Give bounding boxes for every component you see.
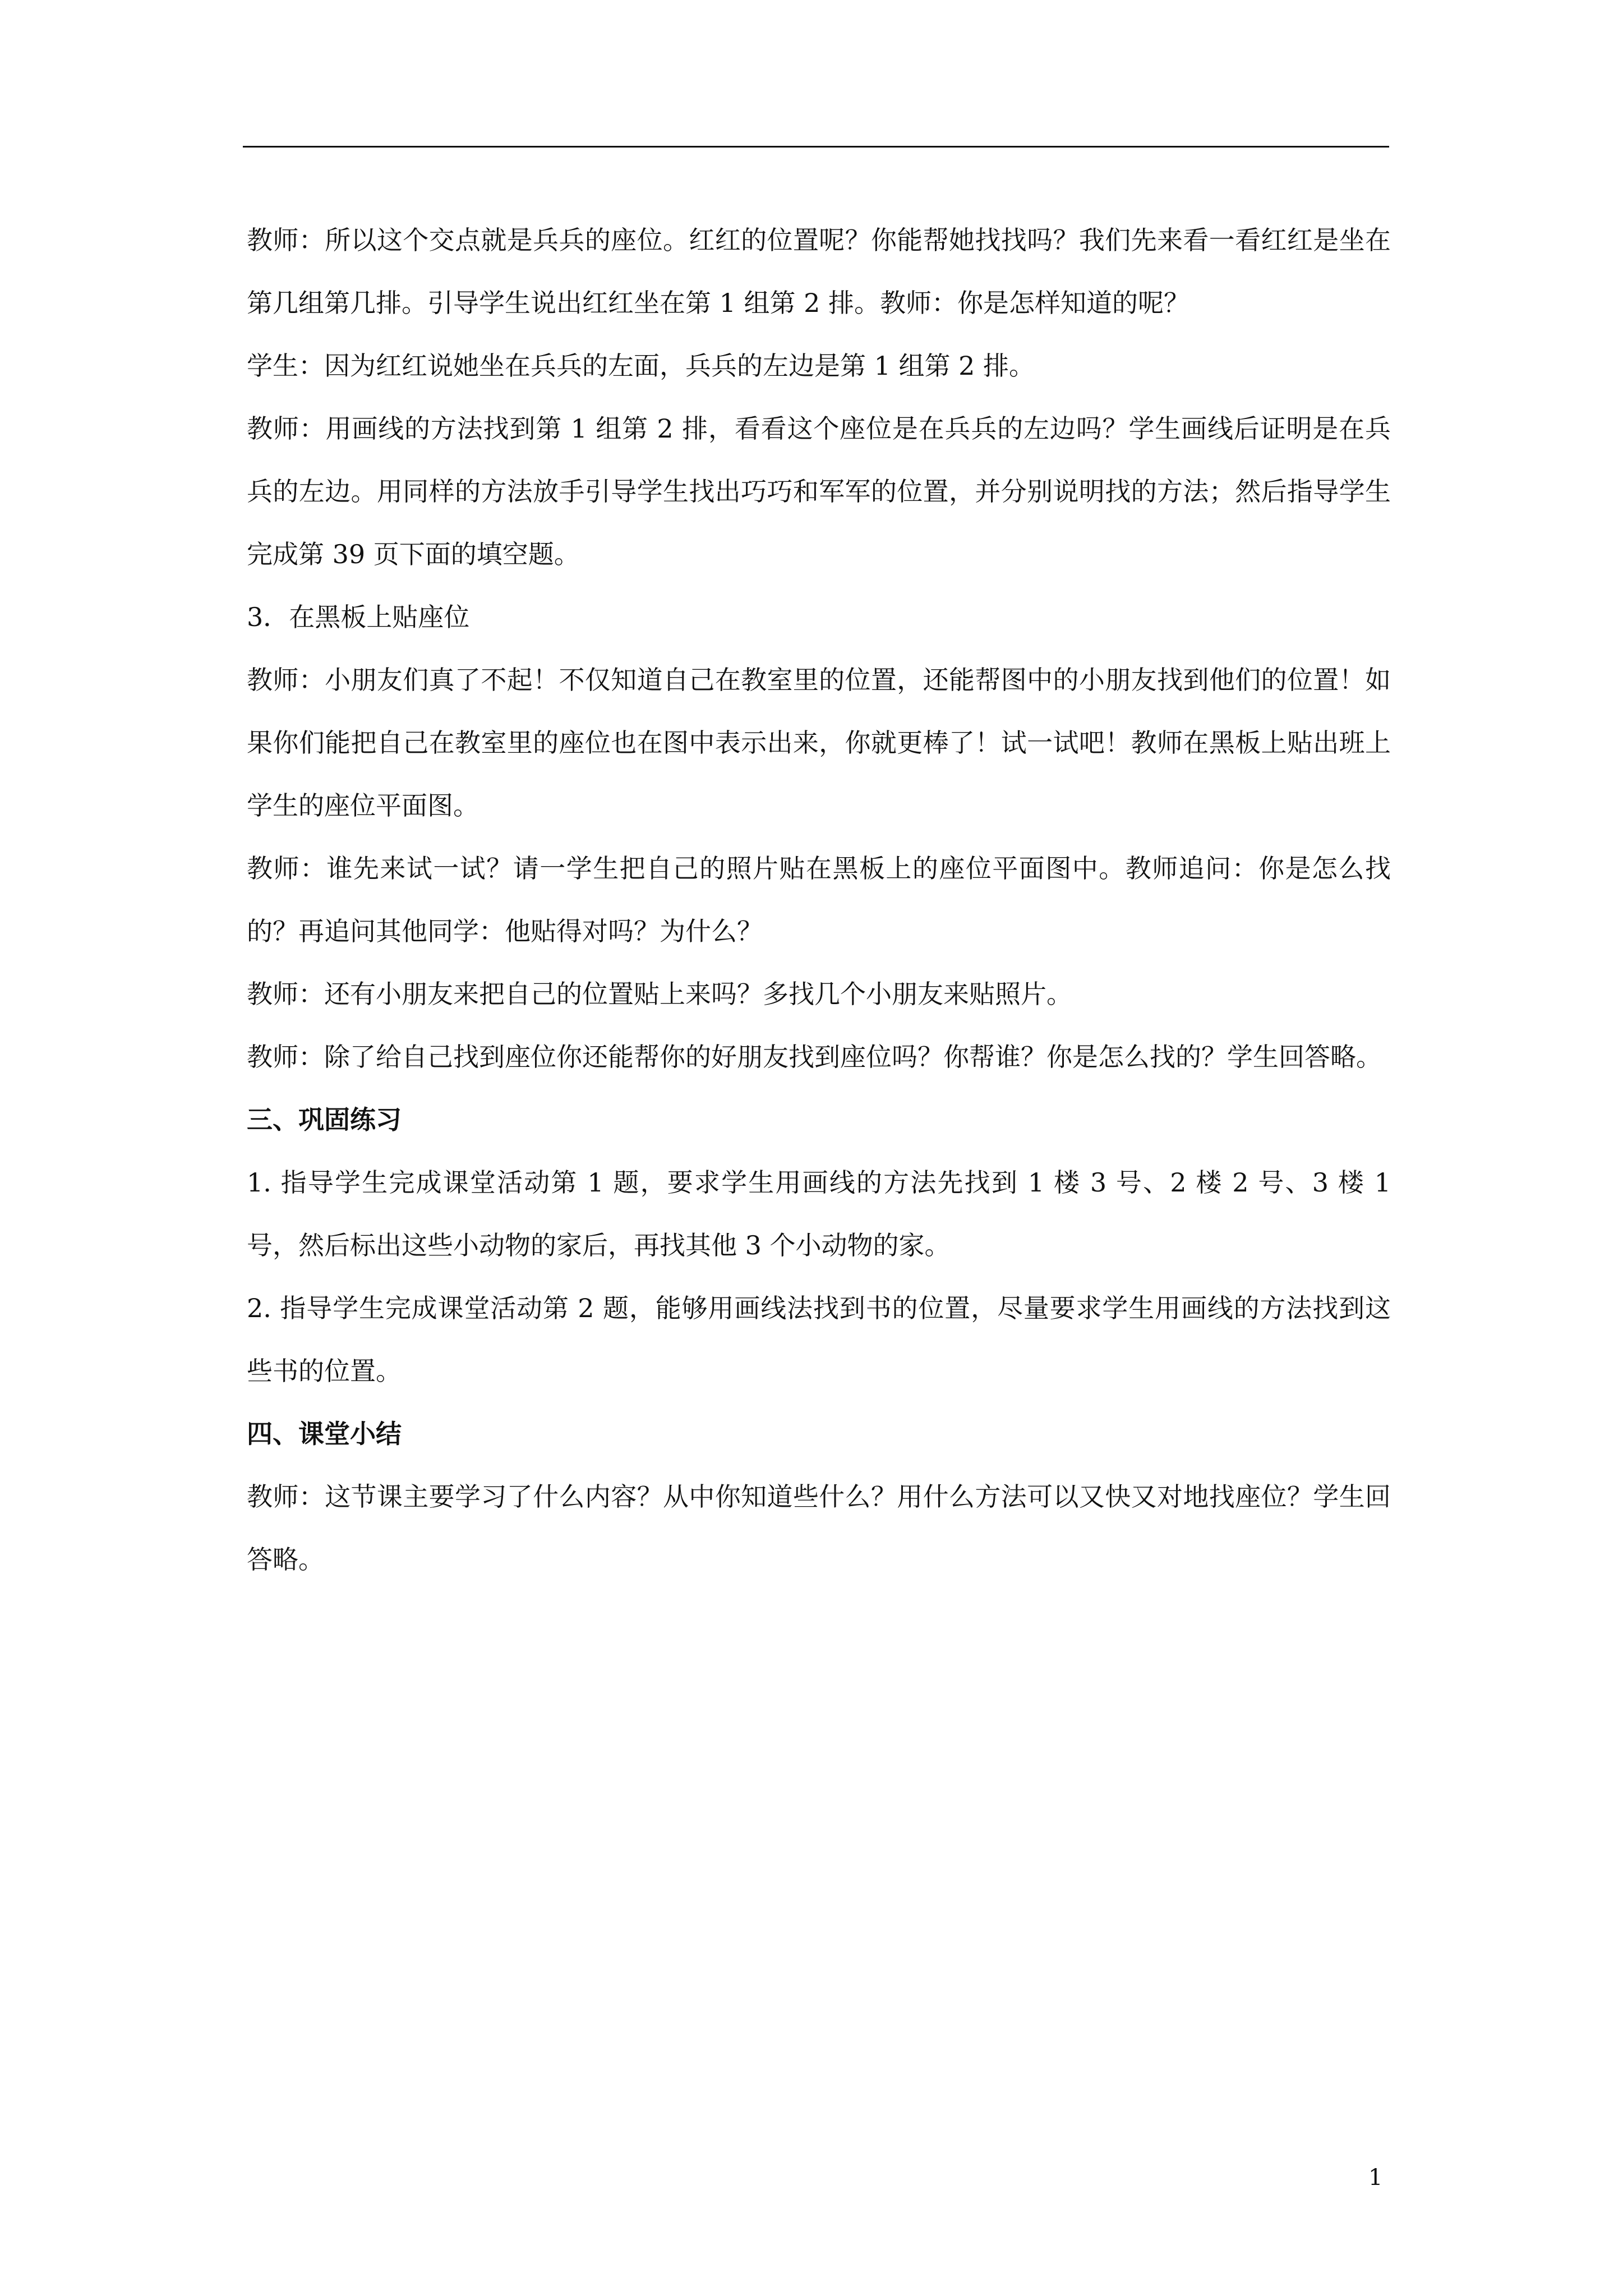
paragraph-teacher-intersection: 教师：所以这个交点就是兵兵的座位。红红的位置呢？你能帮她找找吗？我们先来看一看红红是坐在第几组第几排。引导学生说出红红坐在第 1 组第 2 排。教师：你是怎样知道的呢？ (247, 225, 1391, 318)
paragraph-activity-1: 1. 指导学生完成课堂活动第 1 题，要求学生用画线的方法先找到 1 楼 3 号、2 楼 2 号、3 楼 1 号，然后标出这些小动物的家后，再找其他 3 个小动物的家。 (247, 1167, 1391, 1260)
section-heading-summary: 四、课堂小结 (247, 1419, 402, 1449)
section-heading-practice: 三、巩固练习 (247, 1105, 402, 1135)
paragraph-step-3-title: 3．在黑板上贴座位 (247, 602, 470, 632)
paragraph-who-first: 教师：谁先来试一试？请一学生把自己的照片贴在黑板上的座位平面图中。教师追问：你是怎么找的？再追问其他同学：他贴得对吗？为什么？ (247, 853, 1391, 946)
paragraph-more-photos: 教师：还有小朋友来把自己的位置贴上来吗？多找几个小朋友来贴照片。 (247, 979, 1072, 1009)
paragraph-draw-lines: 教师：用画线的方法找到第 1 组第 2 排，看看这个座位是在兵兵的左边吗？学生画线后证明是在兵兵的左边。用同样的方法放手引导学生找出巧巧和军军的位置，并分别说明找的方法；然后指导学生完成第 39 页下面的填空题。 (247, 413, 1391, 569)
paragraph-student-answer: 学生：因为红红说她坐在兵兵的左面，兵兵的左边是第 1 组第 2 排。 (247, 351, 1035, 381)
page-number: 1 (1368, 2165, 1383, 2191)
paragraph-help-friend: 教师：除了给自己找到座位你还能帮你的好朋友找到座位吗？你帮谁？你是怎么找的？学生回答略。 (247, 1042, 1382, 1072)
paragraph-summary: 教师：这节课主要学习了什么内容？从中你知道些什么？用什么方法可以又快又对地找座位？学生回答略。 (247, 1481, 1391, 1575)
paragraph-activity-2: 2. 指导学生完成课堂活动第 2 题，能够用画线法找到书的位置，尽量要求学生用画线的方法找到这些书的位置。 (247, 1293, 1391, 1386)
document-body (247, 209, 1391, 1591)
header-rule (243, 146, 1389, 148)
paragraph-blackboard-seats: 教师：小朋友们真了不起！不仅知道自己在教室里的位置，还能帮图中的小朋友找到他们的位置！如果你们能把自己在教室里的座位也在图中表示出来，你就更棒了！试一试吧！教师在黑板上贴出班上学生的座位平面图。 (247, 665, 1391, 821)
